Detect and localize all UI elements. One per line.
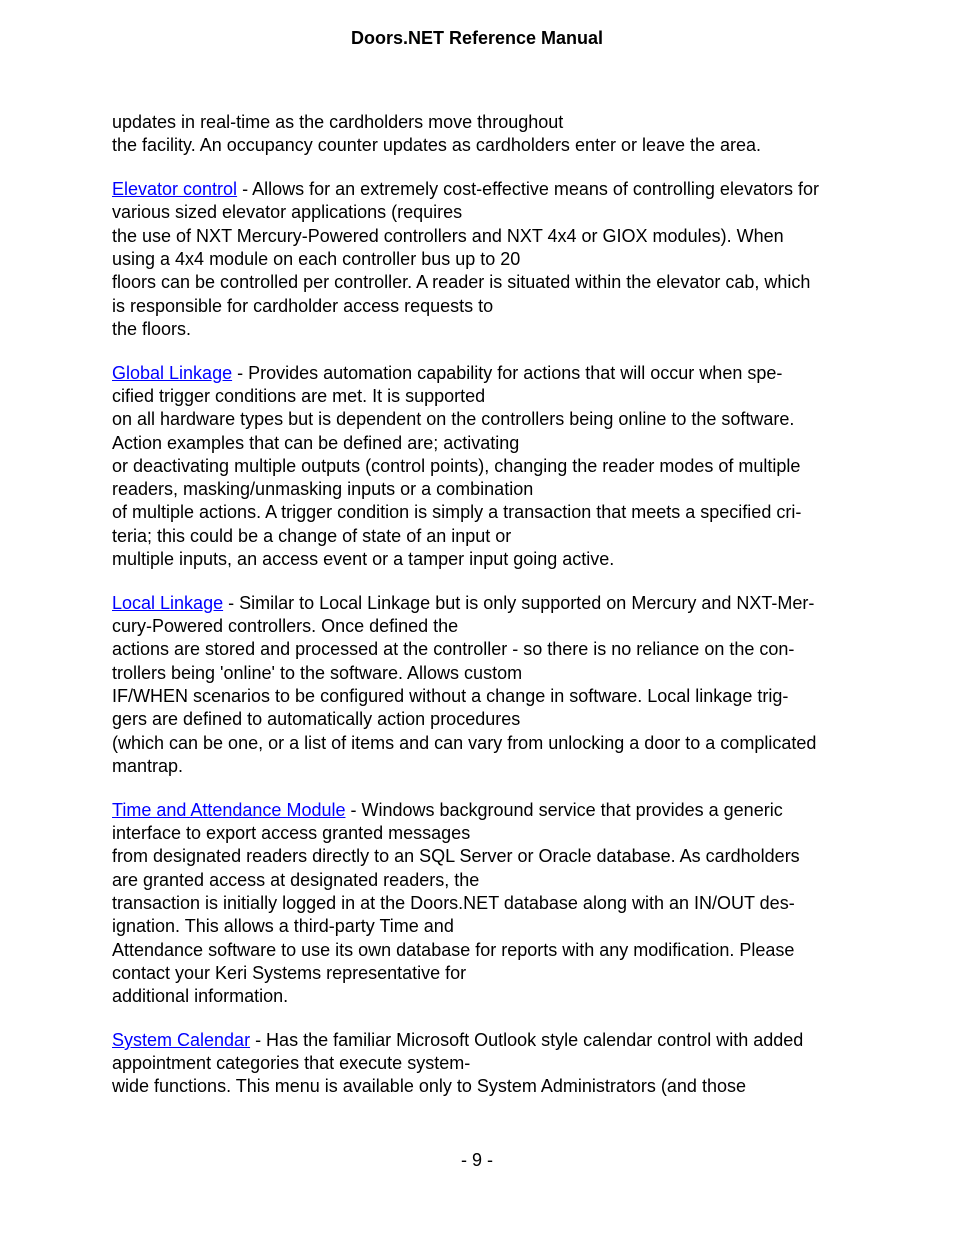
paragraph-line: transaction is initially logged in at the Doors.NET database along with an IN/OUT des- (112, 892, 795, 913)
paragraph-line: Action examples that can be defined are; activating (112, 432, 520, 453)
page-header (0, 27, 954, 49)
paragraph-line: actions are stored and processed at the controller - so there is no reliance on the con- (112, 639, 795, 660)
paragraph-line: mantrap. (112, 755, 184, 776)
paragraph-elevator-control (112, 178, 852, 341)
paragraph-line: the floors. (112, 318, 192, 339)
time-attendance-module-link[interactable]: Time and Attendance Module (112, 799, 346, 820)
paragraph-line: additional information. (112, 986, 289, 1007)
paragraph-first-line (112, 1029, 852, 1052)
paragraph-text: - Allows for an extremely cost-effective means of controlling elevators for (237, 179, 819, 200)
paragraph-time-attendance (112, 799, 852, 1009)
page-footer (0, 1149, 954, 1171)
paragraph-line: various sized elevator applications (requires (112, 202, 463, 223)
paragraph-line: interface to export access granted messages (112, 823, 471, 844)
paragraph-line: of multiple actions. A trigger condition is simply a transaction that meets a specified cri- (112, 502, 802, 523)
paragraph-first-line (112, 362, 852, 385)
elevator-control-link[interactable]: Elevator control (112, 179, 238, 200)
paragraph-line: readers, masking/unmasking inputs or a combination (112, 479, 534, 500)
paragraph-occupancy (112, 111, 852, 158)
paragraph-line: floors can be controlled per controller. A reader is situated within the elevator cab, which (112, 272, 811, 293)
paragraph-line: using a 4x4 module on each controller bus up to 20 (112, 248, 521, 269)
page-number: - 9 - (460, 1150, 493, 1170)
paragraph-line: from designated readers directly to an SQL Server or Oracle database. As cardholders (112, 846, 800, 867)
paragraph-line: (which can be one, or a list of items and can vary from unlocking a door to a complicated (112, 732, 817, 753)
paragraph-system-calendar (112, 1029, 852, 1099)
local-linkage-link[interactable]: Local Linkage (112, 592, 224, 613)
paragraph-line: is responsible for cardholder access requests to (112, 295, 494, 316)
paragraph-line: the facility. An occupancy counter updates as cardholders enter or leave the area. (112, 135, 762, 156)
paragraph-first-line (112, 799, 852, 822)
paragraph-line: updates in real-time as the cardholders move throughout (112, 112, 564, 132)
paragraph-text: - Has the familiar Microsoft Outlook style calendar control with added (250, 1029, 804, 1050)
paragraph-line: are granted access at designated readers, the (112, 869, 480, 890)
paragraph-line: on all hardware types but is dependent on the controllers being online to the software. (112, 409, 795, 430)
paragraph-text: - Similar to Local Linkage but is only supported on Mercury and NXT-Mer- (223, 592, 815, 613)
paragraph-line: gers are defined to automatically action procedures (112, 709, 521, 730)
paragraph-line: ignation. This allows a third-party Time and (112, 916, 454, 937)
paragraph-line: wide functions. This menu is available only to System Administrators (and those (112, 1076, 746, 1097)
paragraph-text: - Windows background service that provides a generic (345, 799, 783, 820)
paragraph-line: IF/WHEN scenarios to be configured without a change in software. Local linkage trig- (112, 686, 789, 707)
paragraph-first-line (112, 592, 852, 615)
system-calendar-link[interactable]: System Calendar (112, 1029, 251, 1050)
paragraph-line: appointment categories that execute system- (112, 1053, 471, 1074)
paragraph-first-line (112, 178, 852, 201)
global-linkage-link[interactable]: Global Linkage (112, 362, 233, 383)
paragraph-line: contact your Keri Systems representative for (112, 962, 467, 983)
paragraph-line: cified trigger conditions are met. It is supported (112, 385, 486, 406)
paragraph-local-linkage (112, 592, 852, 778)
manual-title: Doors.NET Reference Manual (350, 28, 604, 48)
paragraph-line: the use of NXT Mercury-Powered controllers and NXT 4x4 or GIOX modules). When (112, 225, 784, 246)
paragraph-global-linkage (112, 362, 852, 572)
paragraph-text: - Provides automation capability for actions that will occur when spe- (232, 362, 783, 383)
paragraph-line: multiple inputs, an access event or a tamper input going active. (112, 549, 615, 570)
paragraph-line: or deactivating multiple outputs (control points), changing the reader modes of multiple (112, 455, 801, 476)
paragraph-line: teria; this could be a change of state of an input or (112, 525, 512, 546)
paragraph-line: Attendance software to use its own database for reports with any modification. Please (112, 939, 795, 960)
paragraph-line: trollers being 'online' to the software. Allows custom (112, 662, 523, 683)
paragraph-line: cury-Powered controllers. Once defined the (112, 616, 459, 637)
document-body (112, 111, 852, 1119)
